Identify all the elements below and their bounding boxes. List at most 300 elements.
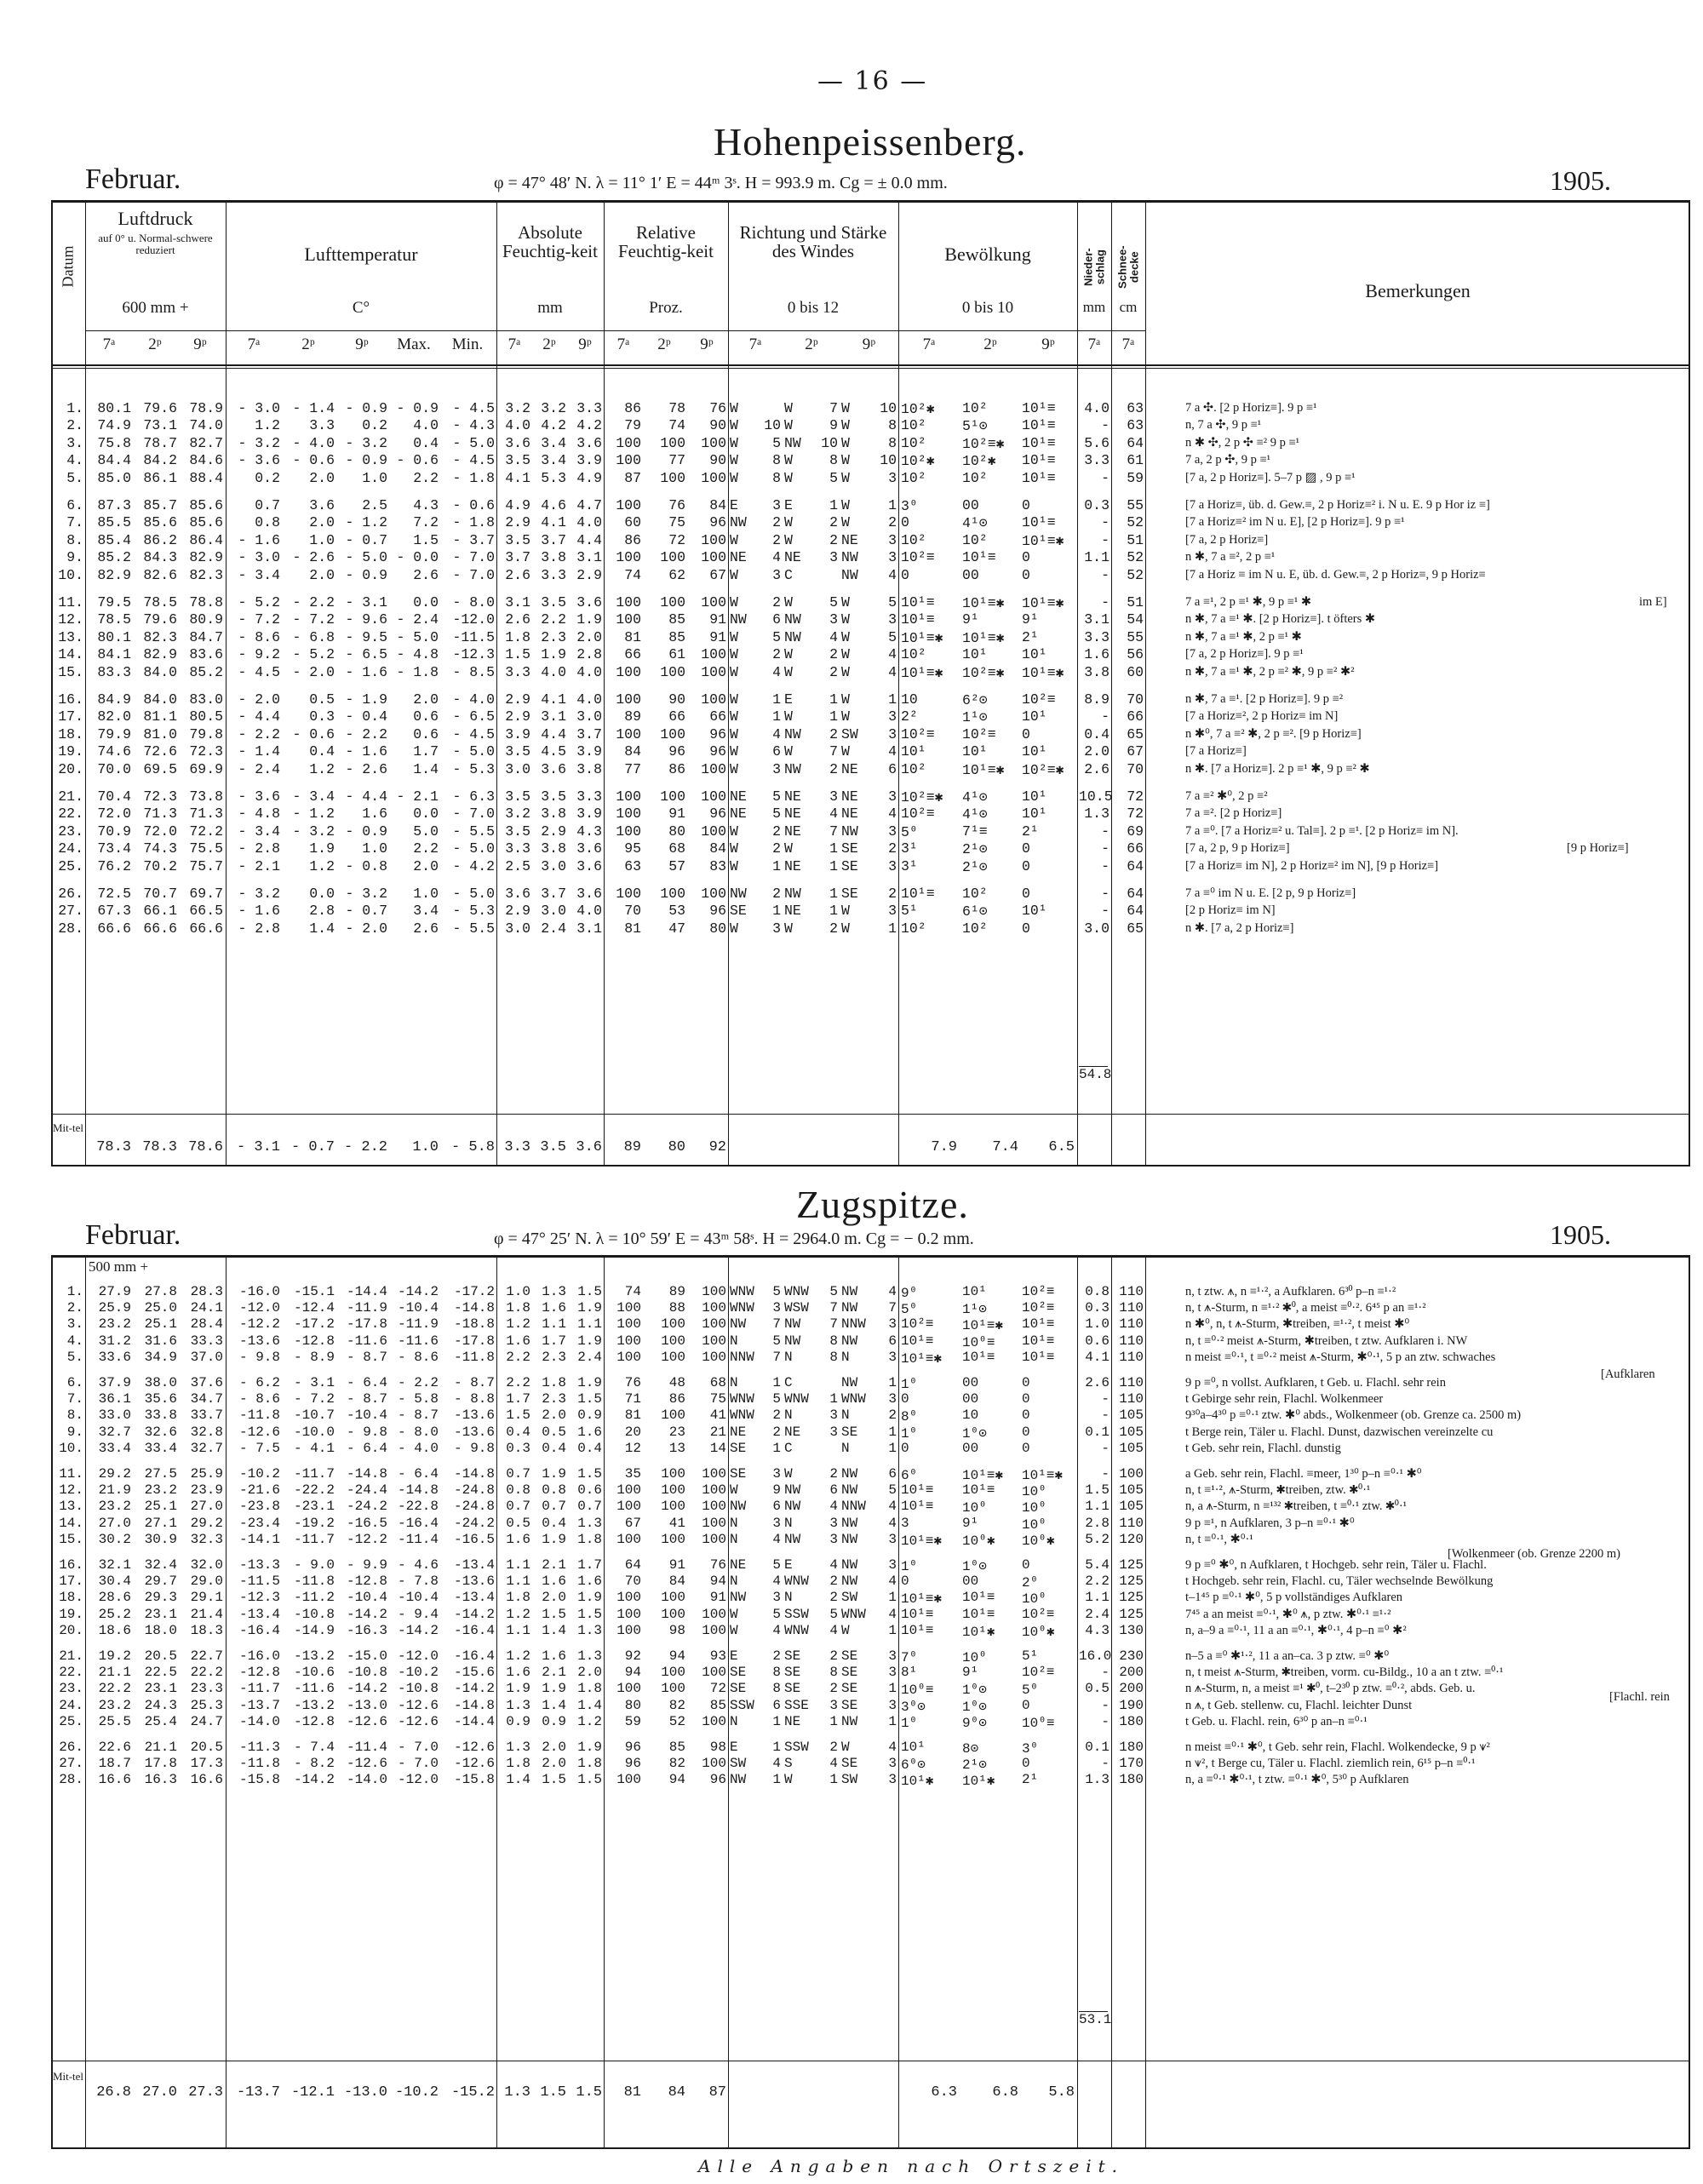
cell-a2: 1.9	[542, 1466, 566, 1482]
cell-sd: 64	[1127, 886, 1144, 902]
cell-t7: - 1.4	[238, 743, 280, 760]
cell-r2: 100	[660, 788, 685, 805]
cell-a9: 4.4	[576, 531, 602, 548]
cell-b9: 10²≡✱	[1022, 761, 1064, 778]
cell-p9: 75.5	[189, 840, 223, 857]
cell-sd: 200	[1119, 1681, 1144, 1697]
cell-a9: 3.9	[576, 452, 602, 469]
cell-w2: SE	[784, 1681, 801, 1697]
subheader-h2p: 2ᵖ	[983, 335, 997, 353]
cell-p9: 75.7	[189, 857, 223, 874]
cell-s9: 5	[888, 628, 897, 645]
cell-r2: 100	[660, 549, 685, 566]
cell-a7: 2.6	[505, 611, 530, 628]
cell-b2: 4¹⊙	[962, 515, 988, 532]
cell-nd: 3.3	[1084, 452, 1110, 469]
cell-p7: 27.0	[98, 1515, 131, 1531]
cell-w9: W	[841, 497, 850, 513]
cell-s7: 4	[772, 1531, 781, 1547]
cell-s7: 2	[772, 1407, 781, 1424]
remark-line: [2 p Horiz≡ im N]	[1185, 903, 1276, 918]
cell-b2: 10¹	[962, 646, 988, 663]
cell-s2: 4	[829, 1499, 838, 1515]
cell-day: 16.	[58, 691, 83, 708]
cell-p7: 75.8	[97, 434, 131, 451]
cell-a9: 0.7	[577, 1499, 602, 1515]
cell-t2: 3.6	[309, 497, 335, 513]
cell-t2: -22.2	[293, 1482, 335, 1499]
cell-t7: - 2.1	[238, 857, 280, 874]
cell-r2: 94	[668, 1772, 685, 1788]
cell-p2: 70.2	[143, 857, 177, 874]
cell-s7: 8	[772, 469, 781, 486]
cell-w2: NW	[784, 434, 801, 451]
cell-t7: -13.7	[238, 1697, 280, 1713]
cell-tmax: -11.9	[397, 1316, 439, 1333]
remark-line: n, t meist ⩚-Sturm, ✱treiben, vorm. cu-Bildg., 10 a an t ztw. ≡⁰·¹	[1185, 1665, 1504, 1680]
cell-sd: 52	[1127, 514, 1144, 531]
cell-sd: 60	[1127, 663, 1144, 680]
mittel-b7: 6.3	[931, 2084, 957, 2101]
cell-a7: 3.9	[505, 725, 530, 742]
cell-tmin: - 5.5	[452, 823, 495, 840]
cell-w2: W	[784, 663, 793, 680]
cell-s9: 3	[888, 1756, 897, 1772]
remark-line: n, a ≡⁰·¹ ✱⁰·¹, t ztw. ≡⁰·¹ ✱⁰, 5³⁰ p Aufklaren	[1185, 1773, 1409, 1787]
cell-w9: SE	[841, 1424, 858, 1440]
s1-nieder-sum: 54.8	[1079, 1067, 1112, 1082]
cell-a7: 4.1	[505, 469, 530, 486]
cell-w9: SW	[841, 1772, 858, 1788]
cell-tmin: -14.2	[453, 1606, 495, 1622]
cell-sd: 105	[1119, 1407, 1144, 1424]
cell-t9: - 0.9	[345, 566, 387, 583]
cell-a7: 4.9	[505, 497, 530, 513]
cell-w2: W	[784, 452, 793, 469]
cell-w9: W	[841, 514, 850, 531]
cell-t9: - 8.7	[346, 1349, 387, 1365]
cell-day: 14.	[58, 646, 83, 663]
cell-a9: 1.1	[577, 1316, 602, 1333]
cell-p2: 25.0	[144, 1300, 177, 1316]
cell-p2: 33.4	[144, 1440, 177, 1456]
cell-a7: 3.5	[505, 788, 530, 805]
cell-t7: -16.0	[238, 1648, 280, 1664]
cell-r9: 100	[701, 691, 726, 708]
cell-b7: 10¹≡	[901, 611, 935, 628]
cell-a9: 3.6	[576, 857, 602, 874]
cell-sd: 65	[1127, 725, 1144, 742]
cell-sd: 105	[1119, 1440, 1144, 1456]
cell-b9: 0	[1022, 566, 1030, 583]
cell-t2: - 8.2	[293, 1756, 335, 1772]
cell-a9: 1.5	[577, 1391, 602, 1407]
cell-t7: - 3.0	[238, 549, 280, 566]
cell-w7: W	[730, 725, 738, 742]
cell-w2: C	[784, 1375, 793, 1390]
cell-sd: 66	[1127, 708, 1144, 725]
cell-s9: 4	[888, 1606, 897, 1622]
cell-b7: 10²	[901, 531, 926, 548]
cell-tmin: -13.6	[453, 1574, 495, 1590]
cell-a9: 1.9	[577, 1300, 602, 1316]
cell-b9: 0	[1022, 1440, 1030, 1456]
cell-w9: NW	[841, 1515, 858, 1531]
cell-r2: 61	[668, 646, 685, 663]
cell-w9: W	[841, 417, 850, 434]
remark-line: n ✱, 7 a ≡¹. [2 p Horiz≡]. 9 p ≡²	[1185, 692, 1344, 706]
cell-b2: 10²	[962, 400, 988, 416]
cell-w2: N	[784, 1515, 793, 1531]
cell-p7: 87.3	[97, 497, 131, 513]
cell-w9: N	[841, 1349, 850, 1365]
remark-line: [7 a Horiz≡ im N], 2 p Horiz≡² im N], [9 p Horiz≡]	[1185, 858, 1439, 873]
cell-tmin: -18.8	[453, 1316, 495, 1333]
cell-tmin: -14.2	[453, 1681, 495, 1697]
cell-w2: E	[784, 497, 793, 513]
cell-sd: 72	[1127, 805, 1144, 823]
remark-line: n, t ztw. ⩚, n ≡¹·², a Aufklaren. 6³⁰ p–n ≡¹·²	[1185, 1285, 1396, 1298]
cell-s2: 4	[829, 805, 838, 823]
cell-t9: - 5.0	[345, 549, 387, 566]
cell-tmin: - 5.0	[452, 840, 495, 857]
cell-p9: 73.8	[189, 788, 223, 805]
cell-p7: 85.2	[97, 549, 131, 566]
cell-t7: -23.8	[238, 1499, 280, 1515]
cell-t2: - 3.4	[292, 788, 335, 805]
cell-t9: -24.2	[346, 1499, 387, 1515]
cell-t9: - 0.7	[345, 531, 387, 548]
cell-tmax: - 0.9	[396, 400, 439, 416]
cell-tmax: - 7.0	[397, 1740, 439, 1755]
s1-mittel-label: Mit-tel	[52, 1121, 84, 1134]
mittel-r9: 87	[708, 2084, 726, 2101]
cell-r9: 100	[701, 549, 726, 566]
cell-w9: SW	[841, 725, 858, 742]
cell-p9: 88.4	[189, 469, 223, 486]
cell-r7: 86	[624, 400, 641, 416]
cell-w7: W	[730, 594, 738, 610]
cell-s9: 1	[888, 1375, 897, 1390]
cell-r2: 66	[668, 708, 685, 725]
cell-s7: 1	[772, 1772, 781, 1788]
cell-w7: W	[730, 469, 738, 486]
cell-w7: WNW	[730, 1300, 754, 1316]
cell-t7: -11.5	[238, 1574, 280, 1590]
cell-s7: 3	[772, 1515, 781, 1531]
cell-a7: 0.7	[506, 1499, 530, 1515]
subheader-h2p: 2ᵖ	[148, 335, 162, 353]
cell-nd: 0.5	[1085, 1681, 1110, 1697]
cell-b2: 10²≡✱	[962, 664, 1005, 681]
cell-t2: -12.8	[293, 1713, 335, 1729]
cell-p9: 82.9	[189, 549, 223, 566]
cell-r7: 100	[616, 1590, 641, 1606]
cell-nd: -	[1101, 1713, 1110, 1729]
cell-t7: - 2.2	[238, 725, 280, 742]
cell-s9: 2	[888, 514, 897, 531]
cell-day: 4.	[66, 452, 83, 469]
cell-b7: 10²	[901, 469, 926, 486]
cell-w7: W	[730, 708, 738, 725]
cell-r2: 100	[660, 663, 685, 680]
cell-b9: 10⁰	[1022, 1484, 1046, 1500]
cell-p2: 18.0	[144, 1622, 177, 1638]
cell-b2: 1¹⊙	[962, 1302, 987, 1318]
cell-t9: -10.4	[346, 1590, 387, 1606]
cell-s9: 4	[888, 1515, 897, 1531]
cell-r7: 86	[624, 531, 641, 548]
cell-b2: 8⊙	[962, 1741, 979, 1757]
s1-vline	[1111, 202, 1112, 1167]
cell-s7: 2	[772, 1424, 781, 1440]
cell-t7: - 7.2	[238, 611, 280, 628]
s2-nieder-sum: 53.1	[1079, 2012, 1112, 2027]
cell-s7: 3	[772, 497, 781, 513]
remark-line: t Geb. sehr rein, Flachl. dunstig	[1185, 1441, 1341, 1455]
cell-tmin: - 7.0	[452, 549, 495, 566]
cell-t2: -12.8	[293, 1333, 335, 1349]
cell-w2: NE	[784, 1713, 801, 1729]
cell-w9: SE	[841, 1648, 858, 1664]
cell-p7: 82.9	[97, 566, 131, 583]
mittel-t7: - 3.1	[236, 1139, 280, 1155]
cell-a2: 1.5	[542, 1772, 566, 1788]
cell-t9: 0.2	[362, 417, 387, 434]
cell-t2: - 8.9	[293, 1349, 335, 1365]
s2-vline	[496, 1257, 497, 2149]
cell-p7: 36.1	[98, 1391, 131, 1407]
cell-a7: 1.6	[506, 1531, 530, 1547]
cell-tmin: - 4.0	[452, 691, 495, 708]
cell-p7: 85.5	[97, 514, 131, 531]
cell-tmax: 0.0	[413, 594, 439, 610]
cell-w7: E	[730, 1740, 738, 1755]
cell-b7: 3⁰	[901, 498, 918, 514]
cell-w2: W	[784, 840, 793, 857]
cell-p9: 69.7	[189, 886, 223, 902]
cell-day: 22.	[58, 805, 83, 823]
cell-p7: 84.1	[97, 646, 131, 663]
cell-p9: 16.6	[190, 1772, 223, 1788]
cell-day: 3.	[66, 434, 83, 451]
cell-a9: 1.7	[577, 1557, 602, 1573]
cell-sd: 190	[1119, 1697, 1144, 1713]
cell-s7: 7	[772, 1349, 781, 1365]
cell-w2: NE	[784, 857, 801, 874]
cell-day: 17.	[59, 1574, 83, 1590]
cell-r2: 100	[661, 1466, 685, 1482]
cell-t9: - 0.4	[345, 708, 387, 725]
remark-line: 9³⁰a–4³⁰ p ≡⁰·¹ ztw. ✱⁰ abds., Wolkenmeer (ob. Grenze ca. 2500 m)	[1185, 1408, 1522, 1423]
cell-w7: W	[730, 646, 738, 663]
cell-a9: 4.0	[576, 903, 602, 920]
cell-nd: 1.6	[1084, 646, 1110, 663]
cell-nd: 0.1	[1085, 1424, 1110, 1440]
cell-r2: 78	[668, 400, 685, 416]
cell-w7: W	[730, 691, 738, 708]
cell-sd: 59	[1127, 469, 1144, 486]
cell-b9: 10²≡	[1022, 691, 1056, 708]
cell-a7: 1.6	[506, 1333, 530, 1349]
cell-b2: 00	[962, 566, 979, 583]
cell-s7: 4	[772, 663, 781, 680]
cell-b9: 0	[1022, 920, 1030, 937]
cell-day: 27.	[58, 903, 83, 920]
cell-w9: W	[841, 400, 850, 416]
cell-w7: W	[730, 628, 738, 645]
cell-s7: 1	[772, 691, 781, 708]
cell-w7: NW	[730, 886, 747, 902]
cell-b2: 00	[962, 1375, 979, 1390]
cell-day: 23.	[59, 1681, 83, 1697]
cell-t7: 0.2	[255, 469, 280, 486]
cell-w7: W	[730, 434, 738, 451]
cell-p2: 72.3	[143, 788, 177, 805]
remark-line: 7 a ≡¹, 2 p ≡¹ ✱, 9 p ≡¹ ✱	[1185, 595, 1312, 609]
cell-w9: SE	[841, 1756, 858, 1772]
cell-r9: 100	[702, 1349, 726, 1365]
cell-b7: 1⁰	[901, 1425, 918, 1442]
cell-nd: -	[1101, 1756, 1110, 1772]
cell-w7: W	[730, 1622, 738, 1638]
cell-p2: 35.6	[144, 1391, 177, 1407]
cell-b7: 2²	[901, 708, 918, 725]
cell-r9: 93	[709, 1648, 726, 1664]
cell-r7: 59	[624, 1713, 641, 1729]
cell-w2: NW	[784, 1499, 801, 1515]
station2-year: 1905.	[1550, 1219, 1611, 1250]
cell-a7: 3.3	[505, 840, 530, 857]
s1-mittel-rule	[51, 1114, 1690, 1115]
cell-w9: N	[841, 1407, 850, 1424]
cell-t2: -14.9	[293, 1622, 335, 1638]
cell-sd: 125	[1119, 1557, 1144, 1573]
cell-r9: 100	[702, 1316, 726, 1333]
cell-tmin: - 8.7	[453, 1375, 495, 1390]
cell-tmin: - 0.6	[452, 497, 495, 513]
cell-b9: 10¹≡✱	[1022, 532, 1064, 549]
cell-r9: 100	[702, 1499, 726, 1515]
cell-day: 20.	[59, 1622, 83, 1638]
cell-r9: 96	[709, 805, 726, 823]
cell-t7: - 7.5	[238, 1440, 280, 1456]
cell-r9: 100	[702, 1756, 726, 1772]
cell-b7: 1⁰	[901, 1377, 918, 1392]
cell-r2: 68	[668, 840, 685, 857]
cell-r2: 80	[668, 823, 685, 840]
cell-r9: 91	[709, 628, 726, 645]
cell-t7: - 2.8	[238, 840, 280, 857]
cell-s7: 1	[772, 708, 781, 725]
cell-r7: 100	[616, 1482, 641, 1499]
cell-t2: 0.5	[309, 691, 335, 708]
cell-sd: 120	[1119, 1531, 1144, 1547]
cell-b2: 1⁰⊙	[962, 1682, 987, 1699]
cell-a9: 1.5	[577, 1772, 602, 1788]
cell-p2: 29.7	[144, 1574, 177, 1590]
cell-nd: -	[1101, 1391, 1110, 1407]
remark-line: n ✱, 7 a ≡¹ ✱, 2 p ≡² ✱, 9 p ≡² ✱²	[1185, 664, 1355, 679]
cell-b2: 10⁰	[962, 1650, 987, 1665]
cell-nd: 0.3	[1085, 1300, 1110, 1316]
cell-w2: N	[784, 1590, 793, 1606]
cell-a9: 4.9	[576, 469, 602, 486]
cell-w2: N	[784, 1407, 793, 1424]
cell-p9: 29.1	[190, 1590, 223, 1606]
cell-w7: E	[730, 497, 738, 513]
cell-t7: - 2.4	[238, 760, 280, 777]
cell-nd: -	[1101, 857, 1110, 874]
cell-p9: 85.6	[189, 514, 223, 531]
cell-day: 6.	[66, 1375, 83, 1390]
cell-b9: 10⁰	[1022, 1516, 1046, 1533]
cell-r9: 100	[702, 1466, 726, 1482]
cell-tmin: -24.2	[453, 1515, 495, 1531]
cell-b2: 10¹	[962, 743, 988, 760]
cell-t2: 2.0	[309, 514, 335, 531]
cell-w9: W	[841, 1622, 850, 1638]
cell-tmin: - 8.8	[453, 1391, 495, 1407]
cell-w9: NW	[841, 1333, 858, 1349]
cell-day: 21.	[59, 1648, 83, 1664]
cell-day: 13.	[58, 628, 83, 645]
cell-s7: 1	[772, 857, 781, 874]
cell-b7: 10²	[901, 920, 926, 937]
cell-a7: 3.6	[505, 434, 530, 451]
cell-sd: 52	[1127, 566, 1144, 583]
cell-b7: 10¹	[901, 1740, 926, 1755]
cell-b7: 8¹	[901, 1665, 918, 1681]
cell-sd: 67	[1127, 743, 1144, 760]
cell-t9: - 0.9	[345, 452, 387, 469]
cell-s2: 3	[829, 1424, 838, 1440]
cell-b7: 10¹≡✱	[901, 1533, 943, 1549]
cell-tmax: 2.6	[413, 920, 439, 937]
cell-s9: 6	[888, 760, 897, 777]
cell-w9: NE	[841, 788, 858, 805]
cell-s2: 1	[829, 1391, 838, 1407]
cell-a2: 3.5	[541, 594, 566, 610]
cell-r9: 100	[702, 1622, 726, 1638]
cell-a9: 1.5	[577, 1284, 602, 1299]
cell-a2: 4.6	[541, 497, 566, 513]
cell-tmin: -17.2	[453, 1284, 495, 1299]
cell-day: 17.	[58, 708, 83, 725]
cell-a2: 2.9	[541, 823, 566, 840]
cell-s9: 1	[888, 1440, 897, 1456]
cell-w2: W	[784, 514, 793, 531]
cell-b9: 10¹	[1022, 743, 1047, 760]
cell-p2: 66.1	[143, 903, 177, 920]
cell-tmax: 2.2	[413, 840, 439, 857]
cell-w9: W	[841, 628, 850, 645]
cell-r7: 60	[624, 514, 641, 531]
cell-tmin: -16.4	[453, 1622, 495, 1638]
s1-hdr-abs: Absolute Feuchtig-keit	[502, 222, 598, 262]
cell-r2: 100	[660, 434, 685, 451]
cell-a2: 1.6	[542, 1574, 566, 1590]
cell-r7: 100	[616, 1499, 641, 1515]
mittel-tmax: -10.2	[394, 2084, 439, 2101]
cell-day: 10.	[58, 566, 83, 583]
cell-b2: 10¹≡✱	[962, 761, 1005, 778]
remark-line: n, a–9 a ≡⁰·¹, 11 a an ≡⁰·¹, ✱⁰·¹, 4 p–n ≡⁰ ✱²	[1185, 1623, 1407, 1637]
cell-r7: 76	[624, 1375, 641, 1390]
cell-p7: 74.9	[97, 417, 131, 434]
cell-b9: 10⁰	[1022, 1500, 1046, 1516]
cell-t9: -17.8	[346, 1316, 387, 1333]
